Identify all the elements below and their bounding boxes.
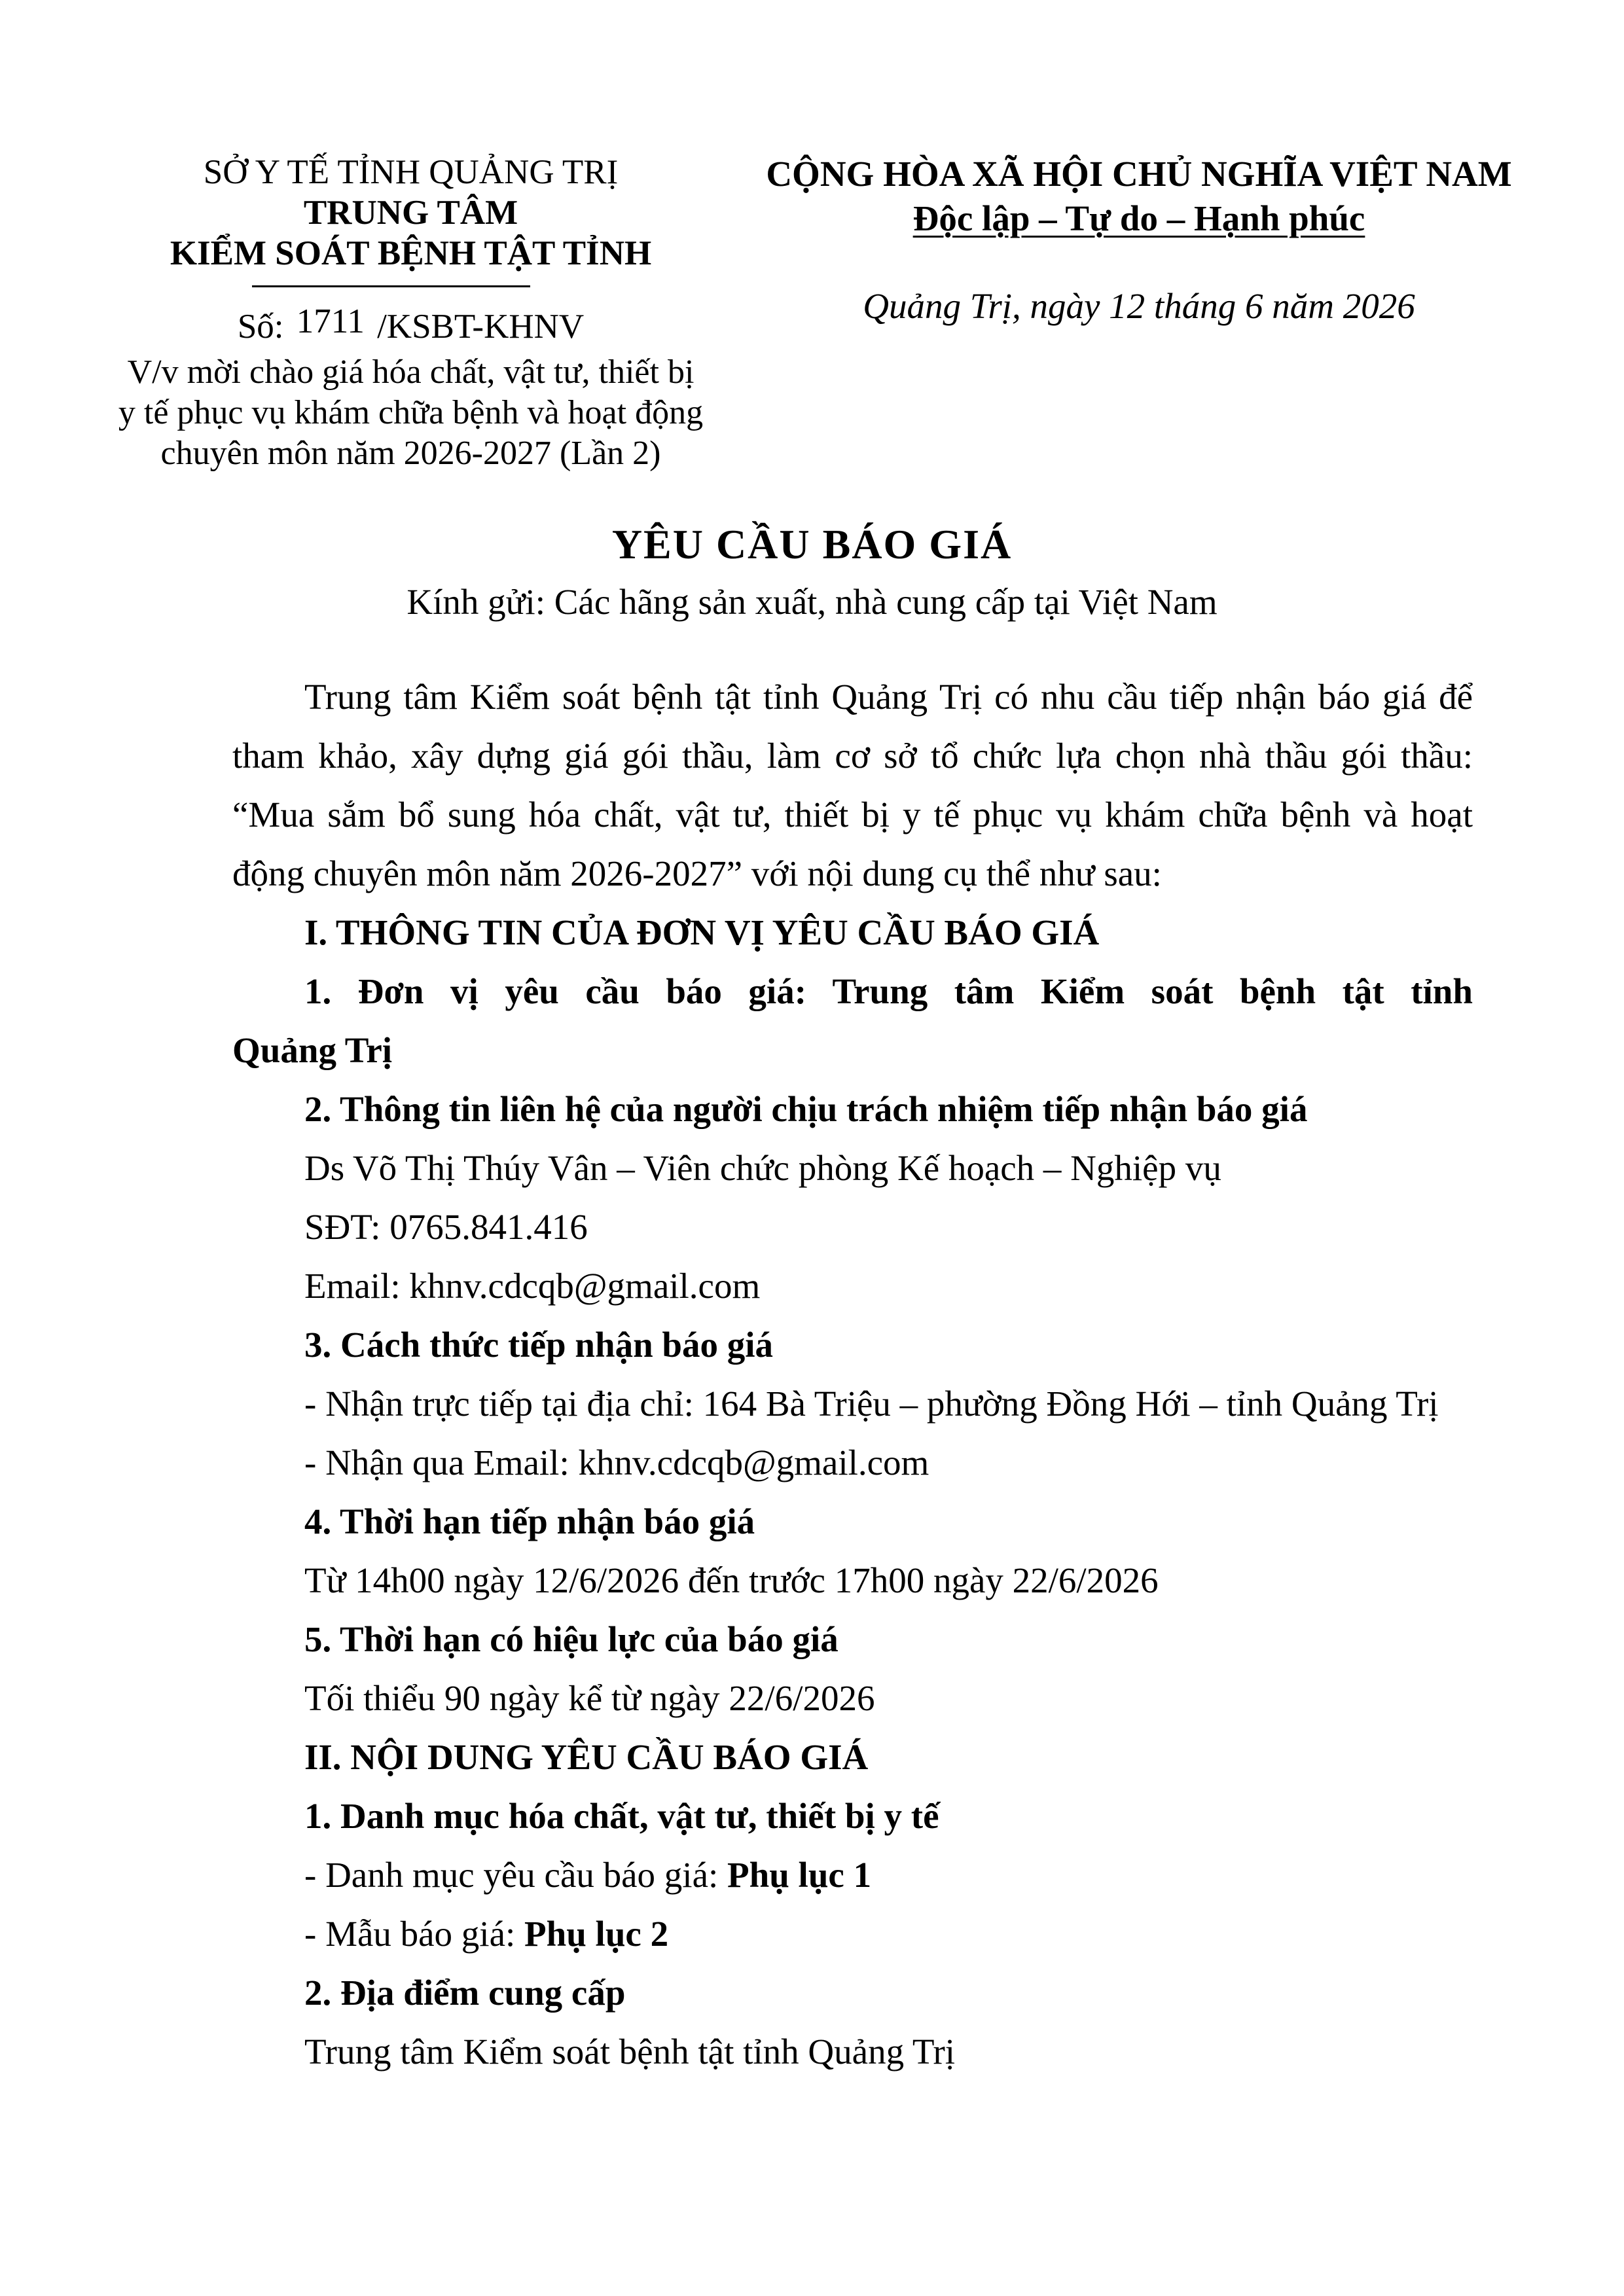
section-1-item-1-continued: Quảng Trị [232, 1030, 393, 1070]
section-1-item-4: 4. Thời hạn tiếp nhận báo giá [304, 1501, 755, 1541]
date-year: 2026 [1343, 286, 1415, 326]
national-header [740, 152, 1538, 241]
validity-text: Tối thiểu 90 ngày kể từ ngày 22/6/2026 [304, 1678, 875, 1718]
document-title: YÊU CẦU BÁO GIÁ [611, 521, 1013, 567]
list-reference [232, 1846, 1473, 1905]
contact-email: Email: khnv.cdcqb@gmail.com [304, 1266, 761, 1306]
document-body [232, 668, 1473, 2081]
date-year-prefix: năm [1272, 286, 1334, 326]
document-subject [98, 352, 723, 474]
deadline-text: Từ 14h00 ngày 12/6/2026 đến trước 17h00 ngày 22/6/2026 [304, 1560, 1159, 1600]
agency-name-line1: TRUNG TÂM [303, 194, 518, 232]
date-prefix: Quảng Trị, ngày [863, 286, 1100, 326]
agency-name-line2: KIỂM SOÁT BỆNH TẬT TỈNH [170, 234, 652, 272]
date-day: 12 [1109, 286, 1146, 326]
section-1-item-5: 5. Thời hạn có hiệu lực của báo giá [304, 1619, 839, 1659]
date-month: 6 [1244, 286, 1263, 326]
section-1-heading: I. THÔNG TIN CỦA ĐƠN VỊ YÊU CẦU BÁO GIÁ [304, 912, 1100, 952]
subject-line-1: V/v mời chào giá hóa chất, vật tư, thiết bị [127, 353, 695, 391]
contact-name: Ds Võ Thị Thúy Vân – Viên chức phòng Kế hoạch – Nghiệp vụ [304, 1148, 1221, 1188]
agency-underline [252, 285, 530, 287]
intro-paragraph: Trung tâm Kiểm soát bệnh tật tỉnh Quảng Trị có nhu cầu tiếp nhận báo giá để tham khảo, xây dựng giá gói thầu, làm cơ sở tổ chức lựa chọn nhà thầu gói thầu: “Mua sắm bổ sung hóa chất, vật tư, thiết bị y tế phục vụ khám chữa bệnh và hoạt động chuyên môn năm 2026-2027” với nội dung cụ thể như sau: [232, 677, 1473, 893]
receive-email: - Nhận qua Email: khnv.cdcqb@gmail.com [304, 1443, 929, 1482]
date-month-prefix: tháng [1153, 286, 1236, 326]
contact-phone: SĐT: 0765.841.416 [304, 1207, 588, 1247]
document-number [98, 302, 723, 347]
subject-line-3: chuyên môn năm 2026-2027 (Lần 2) [160, 435, 661, 472]
agency-header [98, 152, 723, 274]
receive-direct: - Nhận trực tiếp tại địa chỉ: 164 Bà Triệu – phường Đồng Hới – tỉnh Quảng Trị [304, 1384, 1439, 1424]
document-date [740, 285, 1538, 327]
form-appendix: Phụ lục 2 [524, 1914, 669, 1954]
national-motto: Độc lập – Tự do – Hạnh phúc [912, 198, 1365, 238]
subject-line-2: y tế phục vụ khám chữa bệnh và hoạt động [118, 394, 704, 431]
doc-number-suffix: /KSBT-KHNV [377, 308, 585, 346]
form-prefix: - Mẫu báo giá: [304, 1914, 516, 1954]
doc-number-prefix: Số: [237, 308, 284, 346]
doc-number-value: 1711 [296, 302, 365, 340]
list-appendix: Phụ lục 1 [727, 1855, 872, 1895]
section-1-item-2: 2. Thông tin liên hệ của người chịu trách nhiệm tiếp nhận báo giá [304, 1089, 1308, 1129]
agency-parent: SỞ Y TẾ TỈNH QUẢNG TRỊ [203, 153, 619, 191]
form-reference [232, 1905, 1473, 1964]
nation-name: CỘNG HÒA XÃ HỘI CHỦ NGHĨA VIỆT NAM [766, 154, 1512, 194]
section-2-item-1: 1. Danh mục hóa chất, vật tư, thiết bị y tế [304, 1796, 939, 1836]
section-2-item-2: 2. Địa điểm cung cấp [304, 1973, 626, 2013]
section-1-item-3: 3. Cách thức tiếp nhận báo giá [304, 1325, 774, 1365]
section-2-heading: II. NỘI DUNG YÊU CẦU BÁO GIÁ [304, 1737, 869, 1777]
delivery-location: Trung tâm Kiểm soát bệnh tật tỉnh Quảng Trị [304, 2032, 956, 2072]
recipient-line: Kính gửi: Các hãng sản xuất, nhà cung cấp tại Việt Nam [406, 582, 1218, 622]
section-1-item-1: 1. Đơn vị yêu cầu báo giá: Trung tâm Kiểm soát bệnh tật tỉnh [304, 971, 1473, 1011]
list-prefix: - Danh mục yêu cầu báo giá: [304, 1855, 719, 1895]
